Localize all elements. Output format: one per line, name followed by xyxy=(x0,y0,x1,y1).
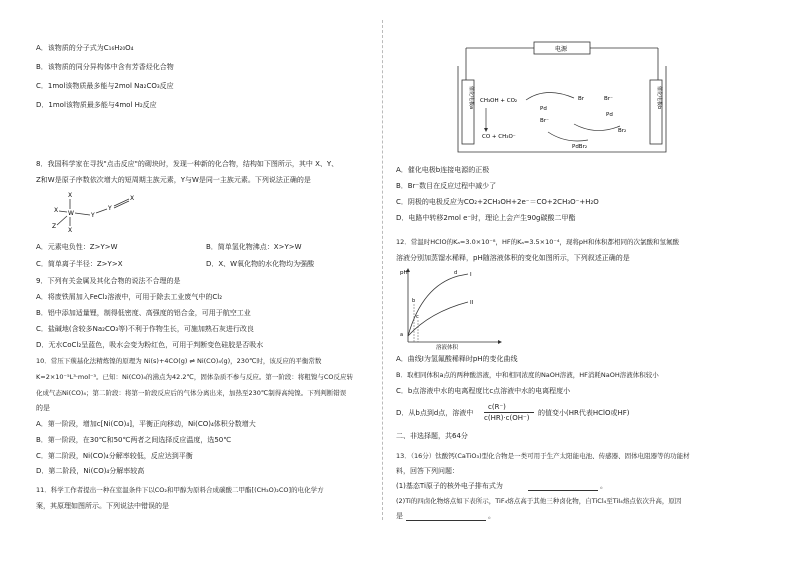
q10-option-d: D．第二阶段，Ni(CO)₄分解率较高 xyxy=(36,467,145,475)
q8-option-a: A．元素电负性：Z>Y>W xyxy=(36,243,118,251)
q13-sub1-end: 。 xyxy=(600,482,607,490)
struct-z: Z xyxy=(52,223,57,230)
q10-option-b: B．第一阶段，在30℃和50℃两者之间选择反应温度，选50℃ xyxy=(36,436,232,444)
q9-stem: 9．下列有关金属及其化合物的说法不合理的是 xyxy=(36,277,181,285)
q11-option-b: B．Br⁻数目在反应过程中减少了 xyxy=(396,182,497,190)
point-d: d xyxy=(454,270,458,276)
electrode-b-label: 催化电极b xyxy=(656,86,662,110)
bond-w-xleft xyxy=(59,211,67,212)
q12-ph-graph xyxy=(396,266,506,350)
br-label-1: Br⁻ xyxy=(604,96,613,102)
cycle-arrow-3 xyxy=(548,132,588,141)
q13-sub2-line2: 是 xyxy=(396,512,403,520)
product-label: CO + CH₃O⁻ xyxy=(482,134,516,140)
q12-option-d-post: 的值变小(HR代表HClO或HF) xyxy=(538,409,630,417)
q11-option-c: C．阴极的电极反应为CO₂+2CH₃OH+2e⁻＝CO+2CH₃O⁻+H₂O xyxy=(396,198,599,206)
curve-i-label: I xyxy=(470,272,472,278)
x-axis-arrow xyxy=(498,340,502,344)
q11-option-a: A．催化电极b连接电源的正极 xyxy=(396,166,490,174)
y-axis-label: pH xyxy=(400,270,408,276)
q13-line1: 13．（16分）钛酸钙(CaTiO₃)型化合物是一类可用于生产太阳能电池、传感器、固体电阻器等的功能材 xyxy=(396,452,690,460)
column-divider xyxy=(382,20,383,520)
q10-line2: K=2×10⁻⁵L³·mol⁻³。已知：Ni(CO)₄的沸点为42.2℃，固体杂质不参与反应。第一阶段：将粗镍与CO反应转 xyxy=(36,373,353,381)
q9-option-c: C．盐碱地(含较多Na₂CO₃等)不利于作物生长，可施加熟石灰进行改良 xyxy=(36,325,254,333)
struct-y1: Y xyxy=(91,212,95,219)
point-a: a xyxy=(400,332,404,338)
q8-option-d: D．X、W氧化物的水化物均为强酸 xyxy=(206,260,315,268)
reactants-label: CH₃OH + CO₂ xyxy=(480,98,518,104)
power-label: 电源 xyxy=(555,46,568,53)
prev-option-b: B．该物质的同分异构体中含有芳香烃化合物 xyxy=(36,63,174,71)
curve-ii-label: II xyxy=(470,300,474,306)
q13-sub2-end: 。 xyxy=(488,512,495,520)
bond-w-y1 xyxy=(75,213,90,215)
q9-option-a: A．将废铁屑加入FeCl₂溶液中，可用于除去工业废气中的Cl₂ xyxy=(36,293,223,301)
q9-option-b: B．铝中添加适量锂，制得低密度、高强度的铝合金，可用于航空工业 xyxy=(36,309,251,317)
q8-structure-figure xyxy=(48,190,158,238)
q8-stem-line2: Z和W是原子序数依次增大的短周期主族元素，Y与W是同一主族元素。下列说法正确的是 xyxy=(36,176,311,184)
q12-line2: 溶液分别加蒸馏水稀释，pH随溶液体积的变化如图所示，下列叙述正确的是 xyxy=(396,254,630,262)
prev-option-c: C．1mol该物质最多能与2mol Na₂CO₃反应 xyxy=(36,82,174,90)
q11-option-d: D．电路中转移2mol e⁻时，理论上会产生90g碳酸二甲酯 xyxy=(396,214,576,222)
q8-option-b: B．简单氢化物沸点：X>Y>W xyxy=(206,243,302,251)
point-b: b xyxy=(412,298,416,304)
electrochem-diagram xyxy=(456,40,668,158)
q11-line1: 11．科学工作者提出一种在室温条件下以CO₂和甲醇为原料合成碳酸二甲酯[(CH₃O)₂CO]的电化学方 xyxy=(36,486,324,494)
bond-y2-xend-2 xyxy=(114,201,129,208)
x-axis-label: 溶液体积 xyxy=(436,345,459,350)
struct-x-bottom: X xyxy=(68,227,73,234)
q10-line4: 的是 xyxy=(36,404,50,412)
br2-label: Br₂ xyxy=(618,128,627,134)
br-label-2: Br⁻ xyxy=(540,118,549,124)
q12-option-a: A．曲线Ⅰ为氢氟酸稀释时pH的变化曲线 xyxy=(396,355,518,363)
cycle-arrow-1 xyxy=(526,92,574,100)
bond-w-z xyxy=(57,216,67,225)
fraction-bar xyxy=(484,412,534,413)
q10-line3: 化成气态Ni(CO)₄；第二阶段：将第一阶段反应后的气体分离出来，加热至230℃制得高纯镍。下列判断错误 xyxy=(36,389,347,397)
struct-y2: Y xyxy=(108,205,112,212)
pd-label-2: Pd xyxy=(606,112,613,118)
q12-option-d-denominator: c(HR)·c(OH⁻) xyxy=(484,414,530,422)
struct-x-top: X xyxy=(68,192,73,199)
point-c: c xyxy=(416,314,419,320)
q12-option-d-numerator: c(R⁻) xyxy=(488,403,506,411)
section-2-heading: 二、非选择题，共64分 xyxy=(396,432,468,440)
prev-option-a: A．该物质的分子式为C₁₆H₂₀O₄ xyxy=(36,44,134,52)
struct-x-end: X xyxy=(130,195,135,202)
q12-option-c: C．b点溶液中水的电离程度比c点溶液中水的电离程度小 xyxy=(396,387,571,395)
answer-blank-2[interactable] xyxy=(406,520,486,521)
answer-blank-1[interactable] xyxy=(528,490,598,491)
q11-line2: 案，其原理如图所示。下列说法中错误的是 xyxy=(36,502,169,510)
q10-line1: 10．常压下羰基化法精炼镍的原理为 Ni(s)+4CO(g) ⇌ Ni(CO)₄(g)，230℃时，该反应的平衡常数 xyxy=(36,357,322,365)
q12-option-d-pre: D．从b点到d点，溶液中 xyxy=(396,409,474,417)
bond-y1-y2 xyxy=(96,209,107,213)
struct-x-left: X xyxy=(54,207,59,214)
q12-option-b: B．取相同体积a点的两种酸溶液，中和相同浓度的NaOH溶液，HF消耗NaOH溶液体积较小 xyxy=(396,371,659,379)
pdbr2-label: PdBr₂ xyxy=(572,144,588,150)
arrow-head xyxy=(484,128,488,132)
electrode-a-label: 催化电极a xyxy=(468,86,474,110)
bond-y2-xend-1 xyxy=(114,199,129,206)
q8-option-c: C．简单离子半径：Z>Y>X xyxy=(36,260,123,268)
br-label-3: Br xyxy=(578,96,585,102)
q10-option-c: C．第二阶段，Ni(CO)₄分解率较低，反应达到平衡 xyxy=(36,452,193,460)
q9-option-d: D．无水CoCl₂呈蓝色，吸水会变为粉红色，可用于判断变色硅胶是否吸水 xyxy=(36,341,264,349)
q13-line2: 料，回答下列问题： xyxy=(396,467,459,475)
q8-stem-line1: 8．我国科学家在寻找"点击反应"的砌块时，发现一种新的化合物，结构如下图所示，其中 X、Y、 xyxy=(36,160,339,168)
struct-w: W xyxy=(68,210,74,217)
pd-label-1: Pd xyxy=(540,106,547,112)
q13-sub2: (2)Ti的四卤化物熔点如下表所示，TiF₄熔点高于其他三种卤化物，自TiCl₄至TiI₄熔点依次升高，原因 xyxy=(396,497,682,505)
prev-option-d: D．1mol该物质最多能与4mol H₂反应 xyxy=(36,101,157,109)
cycle-arrow-2 xyxy=(574,124,620,131)
q12-line1: 12．常温时HClO的Kₐ=3.0×10⁻⁸，HF的Kₐ=3.5×10⁻⁴，现将pH和体积都相同的次氯酸和氢氟酸 xyxy=(396,238,679,246)
q13-sub1: (1)基态Ti原子的核外电子排布式为 xyxy=(396,482,503,490)
q10-option-a: A．第一阶段，增加c[Ni(CO)₄]，平衡正向移动，Ni(CO)₄体积分数增大 xyxy=(36,420,256,428)
